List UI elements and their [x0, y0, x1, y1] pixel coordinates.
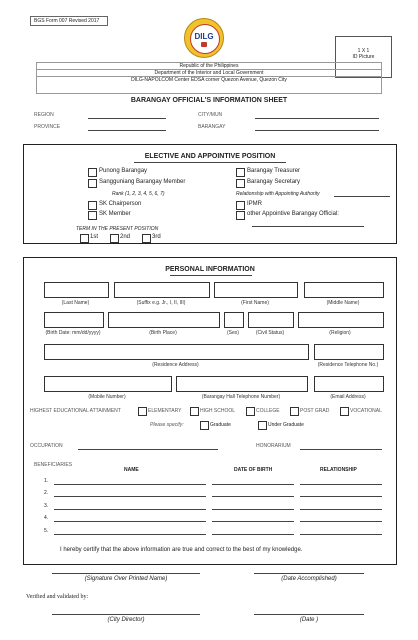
birth-place-label: (Birth Place)	[149, 330, 177, 336]
province-label: PROVINCE	[34, 124, 61, 130]
post-grad-label: POST GRAD	[300, 408, 330, 414]
sk-chairperson-checkbox[interactable]	[88, 201, 97, 210]
rank-label: Rank (1, 2, 3, 4, 5, 6, 7)	[112, 191, 165, 197]
ben-3-dob[interactable]	[212, 509, 294, 510]
verified-label: Verified and validated by:	[26, 594, 89, 600]
treasurer-checkbox[interactable]	[236, 168, 245, 177]
ipmr-checkbox[interactable]	[236, 201, 245, 210]
residence-address-field[interactable]	[44, 344, 309, 360]
sangguniang-label: Sangguniang Barangay Member	[99, 179, 186, 185]
term-2nd-label: 2nd	[120, 234, 131, 240]
sk-member-label: SK Member	[99, 211, 131, 217]
residence-phone-label: (Residence Telephone No.)	[317, 362, 379, 368]
term-1st-label: 1st	[90, 234, 99, 240]
ben-row-number: 1.	[44, 478, 49, 484]
elementary-label: ELEMENTARY	[148, 408, 182, 414]
page-title: BARANGAY OFFICIAL'S INFORMATION SHEET	[130, 97, 288, 104]
civil-status-field[interactable]	[248, 312, 294, 328]
civil-status-label: (Civil Status)	[255, 330, 285, 336]
term-label: TERM IN THE PRESENT POSITION	[76, 226, 159, 232]
sangguniang-checkbox[interactable]	[88, 179, 97, 188]
ben-row-number: 4.	[44, 515, 49, 521]
city-mun-label: CITY/MUN	[198, 112, 223, 118]
personal-title: PERSONAL INFORMATION	[165, 266, 255, 273]
occupation-field[interactable]	[78, 449, 218, 450]
header-line1: Republic of the Philippines	[179, 63, 239, 69]
other-appointive-checkbox[interactable]	[236, 211, 245, 220]
treasurer-label: Barangay Treasurer	[247, 168, 301, 174]
signature-field[interactable]	[52, 573, 200, 574]
sex-label: (Sex)	[227, 330, 239, 336]
under-graduate-label: Under Graduate	[268, 422, 304, 428]
relationship-label: Relationship with Appointing Authority	[236, 191, 320, 197]
ipmr-label: IPMR	[247, 201, 262, 207]
high-school-checkbox[interactable]	[190, 407, 199, 416]
elective-section	[23, 144, 397, 244]
punong-barangay-label: Punong Barangay	[99, 168, 148, 174]
religion-field[interactable]	[298, 312, 384, 328]
last-name-label: (Last Name)	[61, 300, 90, 306]
ben-col-relationship: RELATIONSHIP	[320, 467, 357, 473]
birth-place-field[interactable]	[108, 312, 220, 328]
honorarium-field[interactable]	[300, 449, 382, 450]
city-mun-field[interactable]	[255, 118, 379, 119]
religion-label: (Religion)	[329, 330, 351, 336]
header-line3: DILG-NAPOLCOM Center EDSA corner Quezon Avenue, Quezon City	[131, 77, 287, 83]
ben-1-name[interactable]	[54, 484, 206, 485]
date-field[interactable]	[254, 614, 364, 615]
college-checkbox[interactable]	[246, 407, 255, 416]
suffix-field[interactable]	[114, 282, 210, 298]
term-3rd-checkbox[interactable]	[142, 234, 151, 243]
ben-col-name: NAME	[124, 467, 139, 473]
barangay-field[interactable]	[255, 130, 379, 131]
logo-text: DILG	[194, 32, 214, 41]
last-name-field[interactable]	[44, 282, 109, 298]
date-accomplished-label: (Date Accomplished)	[281, 576, 337, 582]
ben-5-dob[interactable]	[212, 534, 294, 535]
secretary-checkbox[interactable]	[236, 179, 245, 188]
ben-3-name[interactable]	[54, 509, 206, 510]
personal-section	[23, 257, 397, 565]
first-name-field[interactable]	[214, 282, 298, 298]
ben-col-dob: DATE OF BIRTH	[234, 467, 273, 473]
high-school-label: HIGH SCHOOL	[200, 408, 236, 414]
sk-chairperson-label: SK Chairperson	[99, 201, 142, 207]
mobile-number-label: (Mobile Number)	[88, 394, 126, 400]
vocational-label: VOCATIONAL	[350, 408, 382, 414]
vocational-checkbox[interactable]	[340, 407, 349, 416]
ben-4-relationship[interactable]	[300, 521, 382, 522]
other-appointive-label: other Appointive Barangay Official:	[247, 211, 339, 217]
ben-row-number: 2.	[44, 490, 49, 496]
ben-4-dob[interactable]	[212, 521, 294, 522]
photo-box-line1: 1 X 1	[357, 48, 370, 54]
certification-text: I hereby certify that the above information are true and correct to the best of my knowledge.	[60, 547, 303, 553]
under-graduate-checkbox[interactable]	[258, 421, 267, 430]
dilg-logo	[184, 18, 224, 58]
first-name-label: (First Name)	[241, 300, 269, 306]
hall-phone-label: (Barangay Hall Telephone Number)	[201, 394, 281, 400]
middle-name-label: (Middle Name)	[326, 300, 360, 306]
barangay-label: BARANGAY	[198, 124, 226, 130]
city-director-label: (City Director)	[107, 617, 145, 623]
term-3rd-label: 3rd	[152, 234, 161, 240]
graduate-checkbox[interactable]	[200, 421, 209, 430]
middle-name-field[interactable]	[304, 282, 384, 298]
term-2nd-checkbox[interactable]	[110, 234, 119, 243]
elementary-checkbox[interactable]	[138, 407, 147, 416]
elective-title: ELECTIVE AND APPOINTIVE POSITION	[144, 153, 276, 160]
honorarium-label: HONORARIUM	[256, 443, 291, 449]
header-line2: Department of the Interior and Local Government	[154, 70, 264, 76]
ben-2-relationship[interactable]	[300, 496, 382, 497]
punong-barangay-checkbox[interactable]	[88, 168, 97, 177]
relationship-field[interactable]	[334, 196, 390, 197]
region-label: REGION	[34, 112, 54, 118]
ben-row-number: 3.	[44, 503, 49, 509]
ben-3-relationship[interactable]	[300, 509, 382, 510]
suffix-label: (Suffix e.g. Jr., I, II, III)	[136, 300, 186, 306]
mobile-number-field[interactable]	[44, 376, 172, 392]
email-field[interactable]	[314, 376, 384, 392]
email-label: (Email Address)	[330, 394, 366, 400]
education-label: HIGHEST EDUCATIONAL ATTAINMENT	[30, 408, 121, 414]
birth-date-field[interactable]	[44, 312, 104, 328]
birth-date-label: (Birth Date: mm/dd/yyyy)	[45, 330, 101, 336]
ben-2-name[interactable]	[54, 496, 206, 497]
other-appointive-field[interactable]	[252, 226, 364, 227]
residence-phone-field[interactable]	[314, 344, 384, 360]
ben-1-dob[interactable]	[212, 484, 294, 485]
ben-2-dob[interactable]	[212, 496, 294, 497]
sk-member-checkbox[interactable]	[88, 211, 97, 220]
post-grad-checkbox[interactable]	[290, 407, 299, 416]
region-field[interactable]	[88, 118, 166, 119]
hall-phone-field[interactable]	[176, 376, 308, 392]
beneficiaries-label: BENEFICIARIES	[34, 462, 73, 468]
date-label: (Date )	[299, 617, 319, 623]
city-director-field[interactable]	[52, 614, 200, 615]
province-field[interactable]	[88, 130, 166, 131]
signature-label: (Signature Over Printed Name)	[84, 576, 168, 582]
ben-1-relationship[interactable]	[300, 484, 382, 485]
photo-box-line2: ID Picture	[352, 54, 375, 60]
secretary-label: Barangay Secretary	[247, 179, 301, 185]
please-specify-label: Please specify:	[150, 422, 184, 428]
college-label: COLLEGE	[256, 408, 280, 414]
term-1st-checkbox[interactable]	[80, 234, 89, 243]
ben-4-name[interactable]	[54, 521, 206, 522]
graduate-label: Graduate	[210, 422, 231, 428]
ben-5-relationship[interactable]	[300, 534, 382, 535]
ben-row-number: 5.	[44, 528, 49, 534]
form-code: BGS Form 007 Revised 2017	[30, 16, 108, 26]
occupation-label: OCCUPATION	[30, 443, 63, 449]
residence-address-label: (Residence Address)	[152, 362, 199, 368]
date-accomplished-field[interactable]	[254, 573, 364, 574]
sex-field[interactable]	[224, 312, 244, 328]
ben-5-name[interactable]	[54, 534, 206, 535]
